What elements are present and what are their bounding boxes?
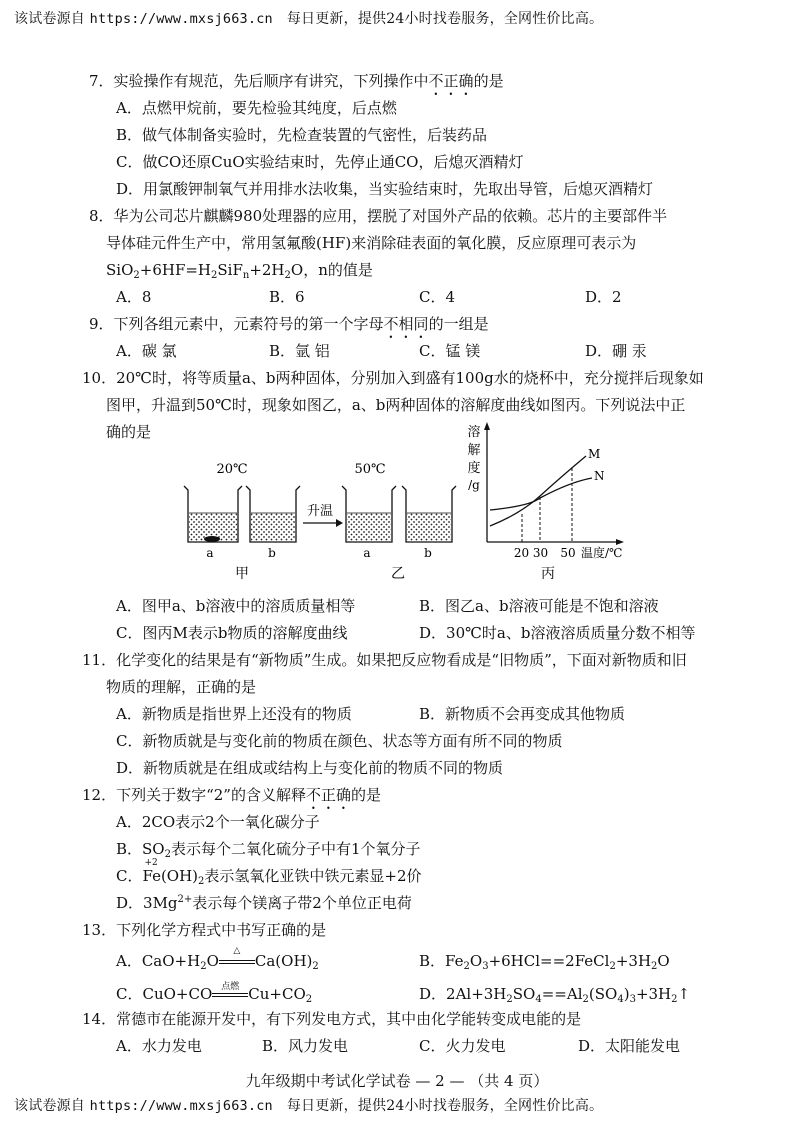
reaction-condition-heat: △ — [219, 952, 255, 968]
beaker-jia-a — [184, 486, 242, 542]
question-11-option-a: A．新物质是指世界上还没有的物质 — [116, 705, 352, 723]
y-axis-label-3: 度 — [467, 461, 481, 476]
question-7-option-a: A．点燃甲烷前，要先检验其纯度，后点燃 — [116, 99, 397, 117]
temp-label-50: 50℃ — [354, 462, 386, 477]
question-8-line-1: 8．华为公司芯片麒麟980处理器的应用，摆脱了对国外产品的依赖。芯片的主要部件半 — [89, 207, 668, 225]
question-10-option-b: B．图乙a、b溶液可能是不饱和溶液 — [419, 597, 659, 615]
question-8-equation: $SiO_2+6HF=H_2SiF_n+2H_2O$ — [106, 261, 304, 281]
question-11-line-1: 11．化学变化的结果是有“新物质”生成。如果把反应物看成是“旧物质”，下面对新物质和旧 — [82, 651, 687, 669]
beaker-yi-a — [342, 486, 396, 542]
question-10-line-1: 10．20℃时，将等质量a、b两种固体，分别加入到盛有100g水的烧杯中，充分搅拌后现象如 — [82, 369, 704, 387]
y-axis-label-1: 溶 — [467, 425, 481, 440]
question-11-option-c: C．新物质就是与变化前的物质在颜色、状态等方面有所不同的物质 — [116, 732, 563, 750]
beaker-label-a: a — [206, 546, 214, 560]
emphasis-text: 不正确 — [428, 72, 474, 90]
question-14-option-a: A．水力发电 — [116, 1037, 202, 1055]
caption-yi: 乙 — [391, 566, 405, 582]
question-9-option-b: B．氩 铝 — [269, 342, 330, 360]
emphasis-text: 不正确 — [305, 786, 351, 804]
question-12-option-c: C． +2 $Fe(OH)_2$表示氢氧化亚铁中铁元素显+2价 — [116, 858, 422, 887]
question-12-stem: 12．下列关于数字“2”的含义解释不正确的是 — [82, 786, 381, 804]
question-9-option-a: A．碳 氯 — [116, 342, 177, 360]
arrow-label: 升温 — [306, 504, 334, 519]
beaker-label-b-2: b — [424, 546, 432, 560]
source-label: 该试卷源自 — [14, 11, 85, 27]
question-8-line-2: 导体硅元件生产中，常用氢氟酸(HF)来消除硅表面的氧化膜，反应原理可表示为 — [106, 234, 637, 252]
top-banner — [14, 8, 603, 28]
x-tick-50: 50 — [560, 546, 576, 560]
question-11-line-2: 物质的理解，正确的是 — [106, 678, 257, 696]
question-8-option-b: B．6 — [269, 288, 305, 306]
question-13-stem: 13．下列化学方程式中书写正确的是 — [82, 921, 327, 939]
question-9-option-c: C．锰 镁 — [419, 342, 481, 360]
beaker-label-a-2: a — [363, 546, 371, 560]
question-14-option-b: B．风力发电 — [262, 1037, 349, 1055]
question-9-stem: 9．下列各组元素中，元素符号的第一个字母不相同的一组是 — [89, 315, 489, 333]
source-label: 该试卷源自 — [14, 1098, 85, 1114]
curve-n — [490, 478, 592, 510]
temp-label-20: 20℃ — [216, 462, 248, 477]
question-7-option-d: D．用氯酸钾制氧气并用排水法收集，当实验结束时，先取出导管，后熄灭酒精灯 — [116, 180, 654, 198]
question-10-line-2: 图甲，升温到50℃时，现象如图乙，a、b两种固体的溶解度曲线如图丙。下列说法中正 — [106, 396, 686, 414]
question-12-option-b: B．$SO_2$表示每个二氧化硫分子中有1个氧分子 — [116, 840, 421, 860]
question-10-option-a: A．图甲a、b溶液中的溶质质量相等 — [116, 597, 356, 615]
page-footer: 九年级期中考试化学试卷 — 2 — （共 4 页） — [245, 1072, 549, 1090]
question-7-option-b: B．做气体制备实验时，先检查装置的气密性，后装药品 — [116, 126, 488, 144]
curve-m-label: M — [588, 447, 601, 461]
question-10-option-d: D．30℃时a、b溶液溶质质量分数不相等 — [419, 624, 696, 642]
question-8-option-a: A．8 — [116, 288, 152, 306]
question-12-option-a: A．2CO表示2个一氧化碳分子 — [116, 813, 320, 831]
question-11-option-b: B．新物质不会再变成其他物质 — [419, 705, 626, 723]
heat-arrow-icon — [303, 519, 343, 527]
beaker-yi-b — [402, 486, 456, 542]
question-11-option-d: D．新物质就是在组成或结构上与变化前的物质不同的物质 — [116, 759, 504, 777]
curve-n-label: N — [594, 469, 605, 483]
question-14-option-c: C．火力发电 — [419, 1037, 506, 1055]
question-12-option-d: D．$3Mg^{2+}$表示每个镁离子带2个单位正电荷 — [116, 894, 412, 912]
question-10-line-3: 确的是 — [106, 423, 152, 441]
question-13-option-d: D．$2Al+3H_2SO_4==Al_2(SO_4)_3+3H_2↑$ — [419, 985, 691, 1005]
y-axis-label-4: /g — [468, 478, 480, 492]
banner-slogan: 每日更新，提供24小时找卷服务，全网性价比高。 — [286, 1098, 604, 1114]
caption-bing: 丙 — [541, 566, 555, 582]
x-ticks-20-30: 20 30 — [513, 546, 549, 560]
question-13-option-b: B．$Fe_2O_3+6HCl==2FeCl_2+3H_2O$ — [419, 952, 670, 972]
emphasis-text: 不相同 — [383, 315, 429, 333]
beaker-jia-b — [246, 486, 300, 542]
source-url-link[interactable]: https://www.mxsj663.cn — [89, 11, 273, 27]
y-axis-label-2: 解 — [467, 443, 481, 458]
question-13-option-c: C．CuO+CO 点燃 $Cu+CO_2$ — [116, 982, 313, 1005]
question-7-stem: 7．实验操作有规范，先后顺序有讲究，下列操作中不正确的是 — [89, 72, 504, 90]
x-axis-label: 温度/℃ — [581, 546, 623, 560]
reaction-condition-ignite: 点燃 — [212, 985, 248, 1001]
question-14-stem: 14．常德市在能源开发中，有下列发电方式，其中由化学能转变成电能的是 — [82, 1010, 582, 1028]
question-10-option-c: C．图丙M表示b物质的溶解度曲线 — [116, 624, 348, 642]
source-url-link[interactable]: https://www.mxsj663.cn — [89, 1098, 273, 1114]
caption-jia: 甲 — [235, 566, 249, 582]
question-7-option-c: C．做CO还原CuO实验结束时，先停止通CO，后熄灭酒精灯 — [116, 153, 524, 171]
question-9-option-d: D．硼 汞 — [585, 342, 647, 360]
question-8-option-c: C．4 — [419, 288, 456, 306]
beaker-label-b: b — [268, 546, 276, 560]
question-8-option-d: D．2 — [585, 288, 622, 306]
bottom-banner — [14, 1095, 603, 1115]
question-10-figure — [0, 418, 794, 588]
banner-slogan: 每日更新，提供24小时找卷服务，全网性价比高。 — [286, 11, 604, 27]
question-13-option-a: A．$CaO+H_2O$ △ $Ca(OH)_2$ — [116, 946, 319, 972]
question-8-line-3: $SiO_2+6HF=H_2SiF_n+2H_2O$，n的值是 — [106, 261, 373, 281]
question-14-option-d: D．太阳能发电 — [578, 1037, 681, 1055]
solubility-chart — [467, 422, 624, 560]
